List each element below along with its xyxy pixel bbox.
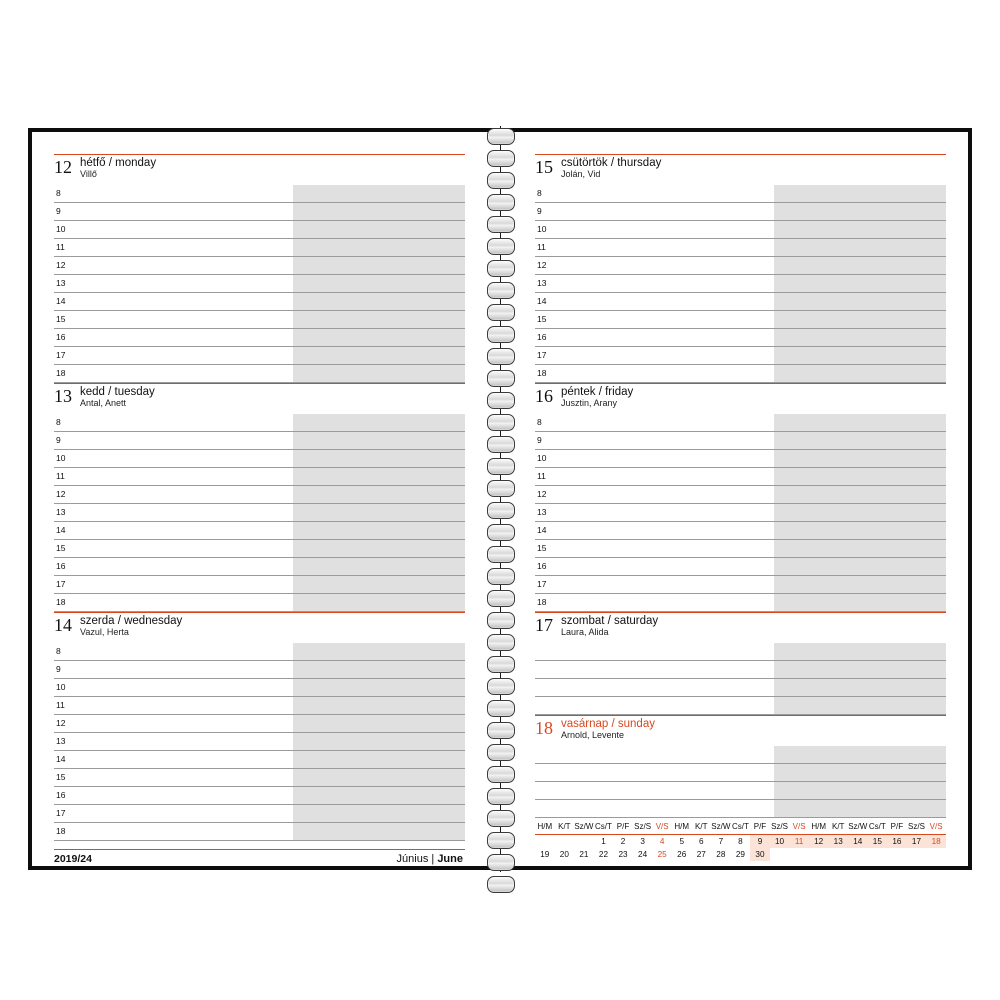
time-row[interactable] bbox=[535, 347, 946, 365]
mini-calendar-day[interactable]: 3 bbox=[640, 837, 645, 846]
mini-calendar-weekday: H/M bbox=[535, 820, 555, 835]
footer-year: 2019/24 bbox=[54, 853, 92, 865]
time-row[interactable] bbox=[535, 432, 946, 450]
spiral-ring bbox=[487, 722, 515, 739]
time-row[interactable] bbox=[535, 594, 946, 612]
hour-label: 15 bbox=[56, 314, 66, 324]
spiral-ring bbox=[487, 480, 515, 497]
mini-calendar-weekday: Cs/T bbox=[594, 820, 614, 835]
day-block bbox=[535, 715, 946, 818]
day-header bbox=[54, 383, 465, 414]
day-name: péntek / friday bbox=[561, 386, 634, 398]
mini-calendar-weekday: K/T bbox=[555, 820, 575, 835]
time-row[interactable] bbox=[54, 715, 465, 733]
mini-calendar-day[interactable] bbox=[868, 848, 888, 861]
time-row[interactable] bbox=[535, 782, 946, 800]
mini-calendar-day[interactable]: 15 bbox=[868, 835, 888, 849]
hour-label: 16 bbox=[537, 332, 547, 342]
mini-calendar-day[interactable]: 23 bbox=[618, 850, 628, 859]
day-namedays: Jolán, Vid bbox=[561, 169, 601, 179]
spiral-ring bbox=[487, 216, 515, 233]
hour-label: 8 bbox=[56, 188, 61, 198]
time-row[interactable] bbox=[54, 594, 465, 612]
hour-label: 9 bbox=[537, 435, 542, 445]
time-row[interactable] bbox=[535, 661, 946, 679]
time-row[interactable] bbox=[54, 733, 465, 751]
day-block bbox=[535, 154, 946, 383]
day-number: 14 bbox=[54, 615, 72, 635]
time-row[interactable] bbox=[54, 504, 465, 522]
hour-label: 10 bbox=[537, 453, 547, 463]
mini-calendar-day[interactable]: 10 bbox=[770, 835, 790, 849]
mini-calendar-weekday: H/M bbox=[672, 820, 692, 835]
mini-calendar-row bbox=[535, 848, 946, 861]
time-row[interactable] bbox=[54, 769, 465, 787]
spiral-ring bbox=[487, 436, 515, 453]
spiral-ring bbox=[487, 150, 515, 167]
mini-calendar-weekday: V/S bbox=[652, 820, 672, 835]
hour-label: 10 bbox=[56, 682, 66, 692]
hour-label: 11 bbox=[537, 242, 546, 252]
mini-calendar-day[interactable]: 9 bbox=[750, 835, 770, 849]
mini-calendar-day[interactable] bbox=[926, 848, 946, 861]
hour-label: 16 bbox=[56, 561, 66, 571]
mini-calendar-header-row bbox=[535, 820, 946, 835]
hour-label: 12 bbox=[537, 489, 547, 499]
day-namedays: Villő bbox=[80, 169, 97, 179]
time-row[interactable] bbox=[535, 185, 946, 203]
time-row[interactable] bbox=[535, 504, 946, 522]
time-row[interactable] bbox=[535, 221, 946, 239]
time-row[interactable] bbox=[54, 697, 465, 715]
hour-label: 14 bbox=[56, 296, 66, 306]
mini-calendar-day[interactable] bbox=[770, 848, 790, 861]
time-row[interactable] bbox=[535, 365, 946, 383]
day-header bbox=[535, 715, 946, 746]
mini-calendar-day[interactable]: 29 bbox=[735, 850, 745, 859]
spiral-ring bbox=[487, 172, 515, 189]
spiral-ring bbox=[487, 502, 515, 519]
day-number: 18 bbox=[535, 718, 553, 738]
spiral-binding bbox=[485, 126, 515, 872]
day-block bbox=[535, 612, 946, 715]
day-time-grid bbox=[535, 185, 946, 383]
day-namedays: Antal, Anett bbox=[80, 398, 127, 408]
time-row[interactable] bbox=[54, 365, 465, 383]
mini-calendar-weekday: Sz/W bbox=[711, 820, 731, 835]
mini-calendar-weekday: Cs/T bbox=[868, 820, 888, 835]
day-time-grid bbox=[54, 185, 465, 383]
mini-calendar-day[interactable]: 26 bbox=[677, 850, 687, 859]
day-number: 15 bbox=[535, 157, 553, 177]
hour-label: 11 bbox=[56, 471, 65, 481]
mini-calendar-weekday: Sz/S bbox=[907, 820, 927, 835]
hour-label: 13 bbox=[56, 278, 66, 288]
hour-label: 9 bbox=[56, 435, 61, 445]
time-row[interactable] bbox=[535, 697, 946, 715]
hour-label: 11 bbox=[56, 242, 65, 252]
mini-calendar-day[interactable]: 22 bbox=[598, 850, 609, 859]
mini-calendar-day[interactable]: 20 bbox=[559, 850, 569, 859]
mini-calendar-day[interactable]: 19 bbox=[540, 850, 550, 859]
mini-calendar bbox=[535, 820, 946, 860]
page-footer bbox=[54, 849, 465, 866]
spiral-ring bbox=[487, 348, 515, 365]
day-namedays: Arnold, Levente bbox=[561, 730, 625, 740]
mini-calendar-day[interactable]: 14 bbox=[848, 835, 868, 849]
spiral-ring bbox=[487, 810, 515, 827]
day-namedays: Vazul, Herta bbox=[80, 627, 129, 637]
time-row[interactable] bbox=[54, 486, 465, 504]
mini-calendar-row bbox=[535, 835, 946, 849]
day-header bbox=[54, 612, 465, 643]
hour-label: 18 bbox=[56, 826, 66, 836]
day-block bbox=[535, 383, 946, 612]
time-row[interactable] bbox=[535, 275, 946, 293]
hour-label: 14 bbox=[537, 296, 547, 306]
hour-label: 17 bbox=[537, 579, 547, 589]
hour-label: 12 bbox=[56, 718, 66, 728]
hour-label: 17 bbox=[56, 579, 66, 589]
time-row[interactable] bbox=[54, 414, 465, 432]
hour-label: 16 bbox=[537, 561, 547, 571]
planner-spread bbox=[28, 128, 972, 870]
mini-calendar-weekday: Cs/T bbox=[731, 820, 751, 835]
time-row[interactable] bbox=[54, 432, 465, 450]
hour-label: 13 bbox=[56, 507, 66, 517]
day-name: szombat / saturday bbox=[561, 615, 659, 627]
hour-label: 14 bbox=[537, 525, 547, 535]
day-namedays: Laura, Alida bbox=[561, 627, 609, 637]
mini-calendar-weekday: Sz/W bbox=[574, 820, 594, 835]
mini-calendar-day[interactable]: 21 bbox=[579, 850, 589, 859]
hour-label: 13 bbox=[537, 507, 547, 517]
mini-calendar-day[interactable]: 16 bbox=[887, 835, 907, 849]
day-namedays: Jusztin, Arany bbox=[561, 398, 618, 408]
time-row[interactable] bbox=[535, 468, 946, 486]
mini-calendar-day[interactable] bbox=[789, 848, 809, 861]
time-row[interactable] bbox=[535, 522, 946, 540]
day-number: 13 bbox=[54, 386, 72, 406]
hour-label: 18 bbox=[537, 368, 547, 378]
hour-label: 10 bbox=[56, 453, 66, 463]
hour-label: 17 bbox=[537, 350, 547, 360]
time-row[interactable] bbox=[535, 576, 946, 594]
time-row[interactable] bbox=[54, 540, 465, 558]
mini-calendar-day[interactable]: 24 bbox=[638, 850, 648, 859]
hour-label: 9 bbox=[537, 206, 542, 216]
day-time-grid bbox=[535, 414, 946, 612]
planner-pages bbox=[32, 132, 968, 866]
time-row[interactable] bbox=[54, 450, 465, 468]
hour-label: 11 bbox=[537, 471, 546, 481]
hour-label: 10 bbox=[56, 224, 66, 234]
day-time-grid bbox=[54, 643, 465, 841]
time-row[interactable] bbox=[54, 329, 465, 347]
mini-calendar-day[interactable]: 13 bbox=[828, 835, 848, 849]
spiral-ring bbox=[487, 282, 515, 299]
mini-calendar-day[interactable] bbox=[809, 848, 829, 861]
left-page-content bbox=[54, 154, 465, 852]
time-row[interactable] bbox=[54, 643, 465, 661]
mini-calendar-day[interactable]: 25 bbox=[657, 850, 667, 859]
day-time-grid bbox=[54, 414, 465, 612]
spiral-ring bbox=[487, 128, 515, 145]
day-name: kedd / tuesday bbox=[80, 386, 155, 398]
hour-label: 8 bbox=[56, 646, 61, 656]
mini-calendar-weekday: Sz/W bbox=[848, 820, 868, 835]
spiral-ring bbox=[487, 744, 515, 761]
hour-label: 8 bbox=[537, 417, 542, 427]
right-page bbox=[515, 132, 968, 866]
footer-month-hu: Június bbox=[396, 853, 429, 865]
hour-label: 15 bbox=[537, 314, 547, 324]
spiral-ring bbox=[487, 678, 515, 695]
time-row[interactable] bbox=[535, 450, 946, 468]
mini-calendar-weekday: Sz/S bbox=[770, 820, 790, 835]
mini-calendar-day[interactable] bbox=[887, 848, 907, 861]
day-block bbox=[54, 383, 465, 612]
mini-calendar-weekday: V/S bbox=[789, 820, 809, 835]
time-row[interactable] bbox=[54, 522, 465, 540]
hour-label: 18 bbox=[537, 597, 547, 607]
spiral-ring bbox=[487, 194, 515, 211]
spiral-ring bbox=[487, 546, 515, 563]
spiral-ring bbox=[487, 304, 515, 321]
mini-calendar-day[interactable]: 17 bbox=[907, 835, 927, 849]
mini-calendar-day[interactable]: 30 bbox=[750, 848, 770, 861]
right-page-content bbox=[535, 154, 946, 852]
mini-calendar-day[interactable] bbox=[907, 848, 927, 861]
hour-label: 18 bbox=[56, 597, 66, 607]
left-page bbox=[32, 132, 485, 866]
time-row[interactable] bbox=[535, 540, 946, 558]
hour-label: 17 bbox=[56, 808, 66, 818]
day-block bbox=[54, 154, 465, 383]
hour-label: 16 bbox=[56, 790, 66, 800]
day-name: szerda / wednesday bbox=[80, 615, 183, 627]
mini-calendar-day[interactable]: 2 bbox=[620, 837, 626, 846]
time-row[interactable] bbox=[54, 221, 465, 239]
time-row[interactable] bbox=[54, 787, 465, 805]
time-row[interactable] bbox=[535, 679, 946, 697]
spiral-ring bbox=[487, 326, 515, 343]
time-row[interactable] bbox=[535, 764, 946, 782]
footer-month-en: June bbox=[437, 853, 463, 865]
hour-label: 14 bbox=[56, 525, 66, 535]
time-row[interactable] bbox=[54, 311, 465, 329]
spiral-ring bbox=[487, 788, 515, 805]
mini-calendar-day[interactable] bbox=[828, 848, 848, 861]
day-name: hétfő / monday bbox=[80, 157, 157, 169]
time-row[interactable] bbox=[54, 679, 465, 697]
day-number: 17 bbox=[535, 615, 553, 635]
time-row[interactable] bbox=[535, 558, 946, 576]
time-row[interactable] bbox=[54, 185, 465, 203]
day-header bbox=[535, 612, 946, 643]
hour-label: 8 bbox=[56, 417, 61, 427]
time-row[interactable] bbox=[54, 751, 465, 769]
mini-calendar-day[interactable]: 28 bbox=[716, 850, 726, 859]
mini-calendar-day[interactable]: 1 bbox=[601, 837, 606, 846]
mini-calendar-weekday: P/F bbox=[750, 820, 770, 835]
hour-label: 18 bbox=[56, 368, 66, 378]
time-row[interactable] bbox=[535, 203, 946, 221]
hour-label: 14 bbox=[56, 754, 66, 764]
hour-label: 12 bbox=[56, 260, 66, 270]
mini-calendar-weekday: K/T bbox=[692, 820, 712, 835]
day-time-grid bbox=[535, 746, 946, 818]
mini-calendar-day[interactable] bbox=[574, 835, 594, 849]
hour-label: 11 bbox=[56, 700, 65, 710]
mini-calendar-day[interactable]: 12 bbox=[809, 835, 829, 849]
day-name: vasárnap / sunday bbox=[561, 718, 655, 730]
time-row[interactable] bbox=[535, 239, 946, 257]
mini-calendar-table bbox=[535, 820, 946, 861]
mini-calendar-weekday: V/S bbox=[926, 820, 946, 835]
hour-label: 12 bbox=[56, 489, 66, 499]
time-row[interactable] bbox=[54, 576, 465, 594]
spiral-ring bbox=[487, 260, 515, 277]
mini-calendar-day[interactable] bbox=[555, 835, 575, 849]
day-number: 16 bbox=[535, 386, 553, 406]
spiral-ring bbox=[487, 238, 515, 255]
time-row[interactable] bbox=[535, 329, 946, 347]
day-header bbox=[54, 154, 465, 185]
mini-calendar-day[interactable]: 4 bbox=[659, 837, 665, 846]
time-row[interactable] bbox=[54, 203, 465, 221]
hour-label: 8 bbox=[537, 188, 542, 198]
mini-calendar-day[interactable]: 11 bbox=[789, 835, 809, 849]
footer-month-separator: | bbox=[431, 853, 435, 865]
spiral-ring bbox=[487, 590, 515, 607]
day-block bbox=[54, 612, 465, 841]
day-time-grid bbox=[535, 643, 946, 715]
day-header bbox=[535, 383, 946, 414]
hour-label: 13 bbox=[56, 736, 66, 746]
footer-month bbox=[397, 853, 463, 865]
mini-calendar-day[interactable]: 6 bbox=[699, 837, 704, 846]
hour-label: 15 bbox=[56, 772, 66, 782]
time-row[interactable] bbox=[54, 558, 465, 576]
time-row[interactable] bbox=[535, 311, 946, 329]
spiral-ring bbox=[487, 656, 515, 673]
hour-label: 15 bbox=[56, 543, 66, 553]
time-row[interactable] bbox=[54, 347, 465, 365]
spiral-ring bbox=[487, 700, 515, 717]
hour-label: 15 bbox=[537, 543, 547, 553]
time-row[interactable] bbox=[535, 486, 946, 504]
hour-label: 9 bbox=[56, 206, 61, 216]
time-row[interactable] bbox=[54, 293, 465, 311]
day-header bbox=[535, 154, 946, 185]
spiral-ring bbox=[487, 370, 515, 387]
mini-calendar-day[interactable]: 7 bbox=[718, 837, 724, 846]
spiral-ring bbox=[487, 876, 515, 893]
hour-label: 12 bbox=[537, 260, 547, 270]
spiral-ring bbox=[487, 458, 515, 475]
hour-label: 16 bbox=[56, 332, 66, 342]
time-row[interactable] bbox=[54, 468, 465, 486]
time-row[interactable] bbox=[535, 746, 946, 764]
spiral-ring bbox=[487, 832, 515, 849]
spiral-ring bbox=[487, 766, 515, 783]
mini-calendar-weekday: H/M bbox=[809, 820, 829, 835]
spiral-ring bbox=[487, 612, 515, 629]
mini-calendar-weekday: P/F bbox=[887, 820, 907, 835]
day-name: csütörtök / thursday bbox=[561, 157, 662, 169]
time-row[interactable] bbox=[535, 414, 946, 432]
time-row[interactable] bbox=[54, 275, 465, 293]
time-row[interactable] bbox=[535, 257, 946, 275]
mini-calendar-day[interactable]: 8 bbox=[738, 837, 743, 846]
mini-calendar-weekday: K/T bbox=[828, 820, 848, 835]
day-number: 12 bbox=[54, 157, 72, 177]
spiral-ring bbox=[487, 854, 515, 871]
mini-calendar-day[interactable]: 5 bbox=[679, 837, 684, 846]
time-row[interactable] bbox=[54, 661, 465, 679]
spiral-ring bbox=[487, 634, 515, 651]
mini-calendar-day[interactable]: 18 bbox=[926, 835, 946, 849]
hour-label: 17 bbox=[56, 350, 66, 360]
spiral-ring bbox=[487, 414, 515, 431]
spiral-ring bbox=[487, 524, 515, 541]
hour-label: 13 bbox=[537, 278, 547, 288]
hour-label: 10 bbox=[537, 224, 547, 234]
spiral-ring bbox=[487, 568, 515, 585]
mini-calendar-weekday: Sz/S bbox=[633, 820, 653, 835]
mini-calendar-day[interactable] bbox=[848, 848, 868, 861]
spiral-ring bbox=[487, 392, 515, 409]
time-row[interactable] bbox=[535, 800, 946, 818]
time-row[interactable] bbox=[535, 643, 946, 661]
time-row[interactable] bbox=[54, 257, 465, 275]
hour-label: 9 bbox=[56, 664, 61, 674]
time-row[interactable] bbox=[54, 823, 465, 841]
time-row[interactable] bbox=[535, 293, 946, 311]
mini-calendar-day[interactable] bbox=[535, 835, 555, 849]
time-row[interactable] bbox=[54, 239, 465, 257]
mini-calendar-day[interactable]: 27 bbox=[696, 850, 706, 859]
time-row[interactable] bbox=[54, 805, 465, 823]
mini-calendar-weekday: P/F bbox=[613, 820, 633, 835]
